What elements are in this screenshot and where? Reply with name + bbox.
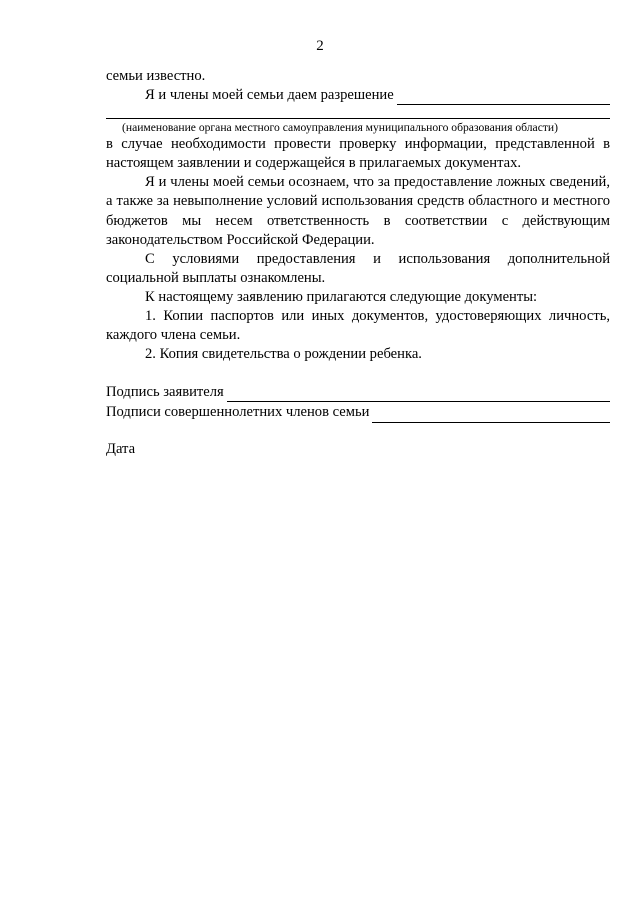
family-signature-field[interactable] bbox=[372, 408, 610, 423]
permission-blank-field[interactable] bbox=[397, 90, 610, 105]
family-signature-line bbox=[106, 403, 610, 422]
permission-label: Я и члены моей семьи даем разрешение bbox=[145, 87, 394, 104]
paragraph-conditions: С условиями предоставления и использования дополнительной социальной выплаты ознакомлены. bbox=[106, 250, 610, 286]
authority-blank-field[interactable] bbox=[106, 105, 610, 119]
paragraph-attachments-intro: К настоящему заявлению прилагаются следующие документы: bbox=[145, 288, 538, 305]
permission-line bbox=[106, 86, 610, 105]
page-number: 2 bbox=[316, 38, 324, 54]
attachment-item-2: 2. Копия свидетельства о рождении ребенка. bbox=[145, 346, 422, 363]
applicant-signature-line bbox=[106, 383, 610, 402]
paragraph-responsibility: Я и члены моей семьи осознаем, что за предоставление ложных сведений, а также за невыполнение условий использования средств областного и местного бюджетов мы несем ответственность в соответствии с действующим законодательством Российской Федерации. bbox=[106, 174, 610, 248]
paragraph-family-known: семьи известно. bbox=[106, 68, 206, 84]
paragraph-verification: в случае необходимости провести проверку информации, представленной в настоящем заявлении и содержащейся в прилагаемых документах. bbox=[106, 136, 610, 172]
applicant-signature-label: Подпись заявителя bbox=[106, 384, 224, 401]
authority-caption: (наименование органа местного самоуправления муниципального образования области) bbox=[122, 121, 558, 135]
family-signature-label: Подписи совершеннолетних членов семьи bbox=[106, 404, 370, 421]
applicant-signature-field[interactable] bbox=[227, 387, 610, 402]
document-body bbox=[106, 67, 610, 459]
attachment-item-1: 1. Копии паспортов или иных документов, удостоверяющих личность, каждого члена семьи. bbox=[106, 308, 610, 344]
date-label: Дата bbox=[106, 440, 136, 457]
spacer bbox=[106, 364, 610, 383]
